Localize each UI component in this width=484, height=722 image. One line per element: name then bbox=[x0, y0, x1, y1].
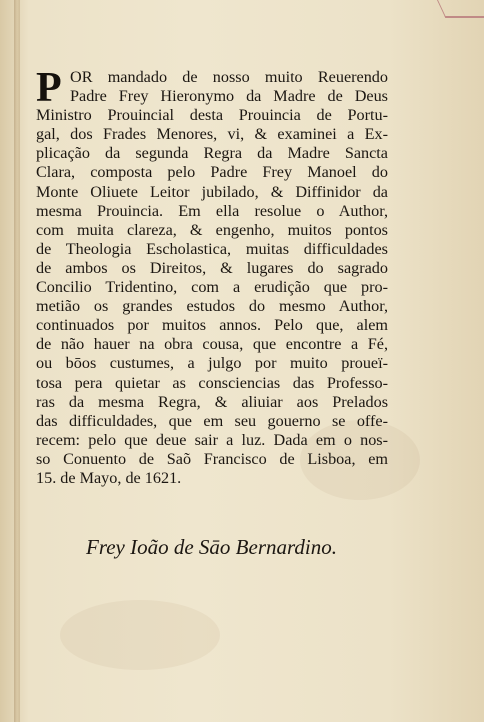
signature: Frey Ioão de Sāo Bernardino. bbox=[86, 535, 337, 559]
text-line: de Theologia Escholastica, muitas difficuldades bbox=[36, 239, 388, 258]
text-line: com muita clareza, & engenho, muitos pontos bbox=[36, 220, 388, 239]
text-line: OR mandado de nosso muito Reuerendo bbox=[70, 68, 388, 86]
text-line: recem: pelo que deue sair a luz. Dada em o nos- bbox=[36, 430, 388, 449]
license-text bbox=[36, 65, 388, 488]
torn-corner bbox=[437, 0, 484, 18]
text-line: Padre Frey Hieronymo da Madre de Deus bbox=[70, 87, 388, 106]
text-line: metião os grandes estudos do mesmo Author, bbox=[36, 297, 388, 316]
drop-cap: P bbox=[36, 65, 62, 111]
text-line: de não hauer na obra cousa, que encontre a Fé, bbox=[36, 335, 388, 354]
text-line: so Conuento de Saõ Francisco de Lisboa, em bbox=[36, 449, 388, 468]
text-line: de ambos os Direitos, & lugares do sagrado bbox=[36, 258, 388, 277]
text-line: Ministro Prouincial desta Prouincia de Portu- bbox=[36, 106, 388, 125]
text-line: das difficuldades, que em seu gouerno se offe- bbox=[36, 411, 388, 430]
text-line: Concilio Tridentino, com a erudição que pro- bbox=[36, 278, 388, 297]
text-line: Clara, composta pelo Padre Frey Manoel do bbox=[36, 163, 388, 182]
text-line: plicação da segunda Regra da Madre Sancta bbox=[36, 144, 388, 163]
text-line: 15. de Mayo, de 1621. bbox=[36, 468, 182, 487]
paper-stain bbox=[60, 600, 220, 670]
page-fold-shadow bbox=[14, 0, 20, 722]
text-line: Monte Oliuete Leitor jubilado, & Diffinidor da bbox=[36, 182, 388, 201]
text-line: continuados por muitos annos. Pelo que, alem bbox=[36, 316, 388, 335]
text-line: tosa pera quietar as consciencias das Professo- bbox=[36, 373, 388, 392]
text-line: mesma Prouincia. Em ella resolue o Author, bbox=[36, 201, 388, 220]
text-line: ou bōos custumes, a julgo por muito proueï- bbox=[36, 354, 388, 373]
text-line: ras da mesma Regra, & aliuiar aos Prelados bbox=[36, 392, 388, 411]
text-line: gal, dos Frades Menores, vi, & examinei a Ex- bbox=[36, 125, 388, 144]
